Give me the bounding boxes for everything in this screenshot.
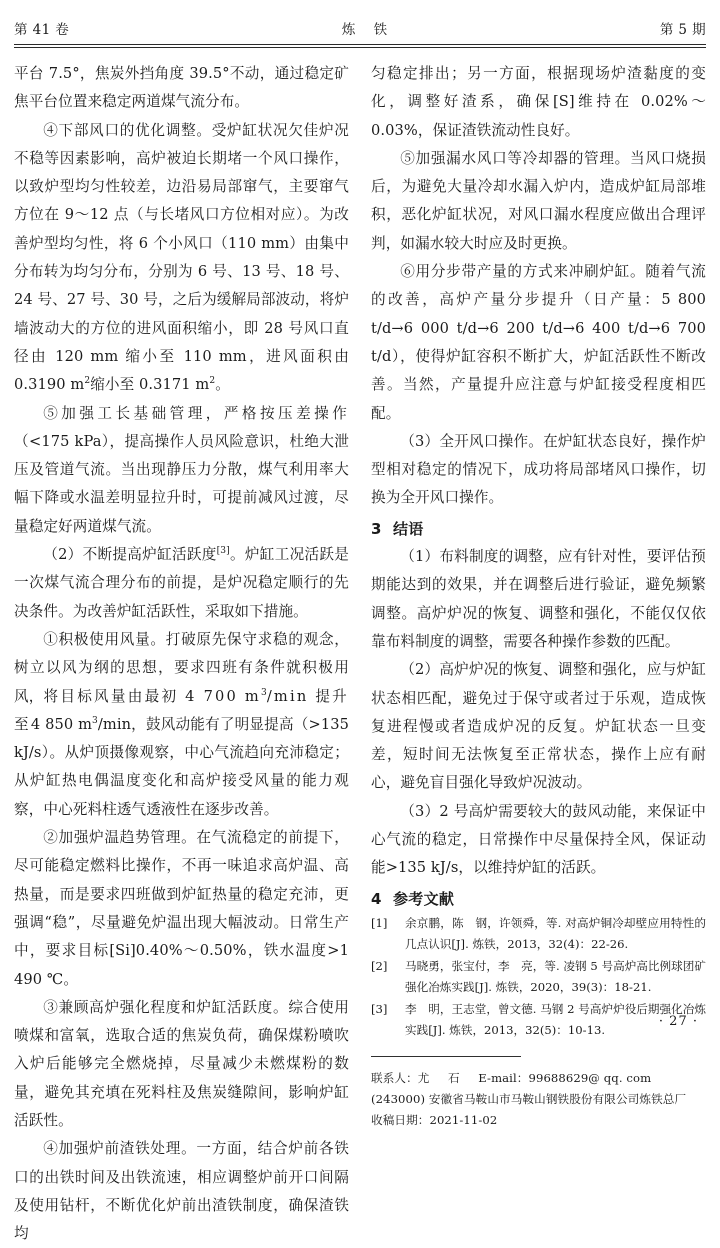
heading-references-label: 参考文献 [393, 889, 455, 908]
item-4-text-mid: 缩小至 0.3171 m [90, 376, 210, 394]
contact-name: 石 [448, 1070, 460, 1085]
child-1-b: 将目标风量由最初 4 700 m [43, 687, 261, 705]
flow-unit-superscript-2: 3 [92, 715, 98, 726]
left-column [14, 60, 349, 1248]
body-columns [14, 60, 706, 1248]
paragraph-point-2 [14, 541, 349, 626]
volume-label: 第 41 卷 [14, 22, 70, 38]
paragraph-item-5 [14, 400, 349, 541]
reference-tag: [1] [371, 915, 388, 930]
page-number: · 27 · [658, 1014, 698, 1029]
child-1-e: /min，鼓风动能有了明显提高（>135 kJ/s）。从炉顶摄像观察，中心气流趋向充沛稳定；从炉缸热电偶温度变化和高炉接受风量的能力观察，中心死料柱透气透液性在逐步改善。 [14, 715, 349, 818]
heading-conclusion-number: 3 [371, 519, 382, 538]
footnote-received-line: 收稿日期：2021-11-02 [371, 1112, 498, 1127]
reference-text: 李 明，王志堂，曾文德. 马钢 2 号高炉炉役后期强化冶炼实践[J]. 炼铁，2013，32(5)：10-13. [405, 1001, 706, 1038]
journal-title: 炼 铁 [341, 22, 395, 38]
heading-conclusion-label: 结语 [393, 519, 424, 538]
item-4-text-end: 。 [215, 376, 230, 394]
paragraph-continued-right: 匀稳定排出；另一方面，根据现场炉渣黏度的变化，调整好渣系，确保[S]维持在 0.02%～0.03%，保证渣铁流动性良好。 [371, 65, 706, 139]
citation-marker-3: [3] [216, 546, 230, 557]
reference-entry [371, 956, 706, 999]
flow-unit-superscript-1: 3 [260, 687, 267, 698]
footnote-contact-line [371, 1068, 706, 1089]
reference-text: 马晓勇，张宝付，李 亮，等. 凌钢 5 号高炉高比例球团矿强化冶炼实践[J]. 炼铁，2020，39(3)：18-21. [405, 958, 706, 995]
conclusion-item-2: （2）高炉炉况的恢复、调整和强化，应与炉缸状态相匹配，避免过于保守或者过于乐观，造成恢复进程慢或者造成炉况的反复。炉缸状态一旦变差，短时间无法恢复至正常状态，操作上应有耐心，避免盲目强化导致炉况波动。 [371, 661, 706, 792]
child-1-a: ①积极使用风量。打破原先保守求稳的观念，树立以风为纲的思想，要求四班有条件就积极用风， [14, 630, 349, 705]
paragraph-child-2: ②加强炉温趋势管理。在气流稳定的前提下，尽可能稳定燃料比操作，不再一味追求高炉温、高热量，而是要求四班做到炉缸热量的稳定充沛，更强调“稳”，尽量避免炉温出现大幅波动。日常生产中，要求目标[Si]0.40%～0.50%，铁水温度>1 490 ℃。 [14, 829, 349, 988]
point-2-head: （2）不断提高炉缸活跃度 [43, 546, 217, 564]
unit-superscript-1: 2 [84, 376, 91, 387]
reference-text: 余京鹏，陈 钢，许领舜，等. 对高炉铜冷却壁应用特性的几点认识[J]. 炼铁，2013，32(4)：22-26. [405, 915, 706, 952]
item-5-rest: （<175 kPa），提高操作人员风险意识，杜绝大泄压及管道气流。当出现静压力分散，煤气利用率大幅下降或水温差明显拉升时，可提前减风过渡，尽量稳定好两道煤气流。 [14, 432, 349, 535]
issue-label: 第 5 期 [659, 22, 706, 38]
email-label: E-mail： [478, 1070, 529, 1085]
footnote-separator-rule [371, 1056, 521, 1057]
right-column [371, 60, 706, 1248]
heading-references [371, 885, 706, 913]
paragraph-child-5: ⑤加强漏水风口等冷却器的管理。当风口烧损后，为避免大量冷却水漏入炉内，造成炉缸局部堆积，恶化炉缸状况，对风口漏水程度应做出合理评判，如漏水较大时应及时更换。 [371, 149, 706, 252]
child-1-c: /min 提升至 [14, 687, 349, 733]
reference-entry [371, 913, 706, 956]
footnote-block [371, 1056, 706, 1131]
heading-conclusion [371, 515, 706, 543]
header-rule [14, 44, 706, 48]
child-1-d: 4 850 m [30, 715, 93, 733]
heading-references-number: 4 [371, 889, 382, 908]
contact-label: 联系人：尤 [371, 1070, 430, 1085]
paragraph-child-4: ④加强炉前渣铁处理。一方面，结合炉前各铁口的出铁时间及出铁流速，相应调整炉前开口间隔及使用钻杆，不断优化炉前出渣铁制度，确保渣铁均 [14, 1140, 349, 1243]
paragraph-item-4 [14, 117, 349, 400]
reference-list [371, 913, 706, 1042]
footnote-address-line: (243000) 安徽省马鞍山市马鞍山钢铁股份有限公司炼铁总厂 [371, 1091, 687, 1106]
conclusion-item-3: （3）2 号高炉需要较大的鼓风动能，来保证中心气流的稳定，日常操作中尽量保持全风，保证动能>135 kJ/s，以维持炉缸的活跃。 [371, 802, 706, 877]
reference-entry [371, 999, 706, 1042]
paragraph-continued: 平台 7.5°，焦炭外挡角度 39.5°不动，通过稳定矿焦平台位置来稳定两道煤气流分布。 [14, 65, 349, 111]
running-head [14, 18, 706, 38]
item-5-lead: ⑤加强工长基础管理，严格按压差操作 [43, 404, 349, 422]
reference-tag: [3] [371, 1001, 388, 1016]
email-address: 99688629@ qq. com [528, 1070, 652, 1085]
paragraph-child-3: ③兼顾高炉强化程度和炉缸活跃度。综合使用喷煤和富氧，选取合适的焦炭负荷，确保煤粉喷吹入炉后能够完全燃烧掉，尽量减少未燃煤粉的数量，避免其充填在死料柱及焦炭缝隙间，影响炉缸活跃性。 [14, 998, 349, 1129]
paragraph-point-3: （3）全开风口操作。在炉缸状态良好，操作炉型相对稳定的情况下，成功将局部堵风口操作，切换为全开风口操作。 [371, 432, 706, 507]
conclusion-item-1: （1）布料制度的调整，应有针对性，要评估预期能达到的效果，并在调整后进行验证，避免频繁调整。高炉炉况的恢复、调整和强化，不能仅仅依靠布料制度的调整，需要各种操作参数的匹配。 [371, 548, 706, 650]
item-4-text: ④下部风口的优化调整。受炉缸状况欠佳炉况不稳等因素影响，高炉被迫长期堵一个风口操作，以致炉型均匀性较差，边沿易局部窜气，主要窜气方位在 9～12 点（与长堵风口方位相对应）。为改善炉型均匀性，将 6 个小风口（110 mm）由集中分布转为均匀分布，分别为 6 号、13 号、18 号、24 号、27 号、30 号，之后为缓解局部波动，将炉墙波动大的方位的进风面积缩小，即 28 号风口直径由 120 mm 缩小至 110 mm，进风面积由 0.3190 m [14, 121, 350, 394]
unit-superscript-2: 2 [209, 376, 216, 387]
point-2-rest: 。炉缸工况活跃是一次煤气流合理分布的前提，是炉况稳定顺行的先决条件。为改善炉缸活跃性，采取如下措施。 [14, 546, 349, 620]
reference-tag: [2] [371, 958, 388, 973]
paragraph-child-6: ⑥用分步带产量的方式来冲刷炉缸。随着气流的改善，高炉产量分步提升（日产量：5 800 t/d→6 000 t/d→6 200 t/d→6 400 t/d→6 700 t/d），使得炉缸容积不断扩大，炉缸活跃性不断改善。当然，产量提升应注意与炉缸接受程度相匹配。 [371, 263, 706, 422]
paragraph-child-1 [14, 626, 349, 824]
